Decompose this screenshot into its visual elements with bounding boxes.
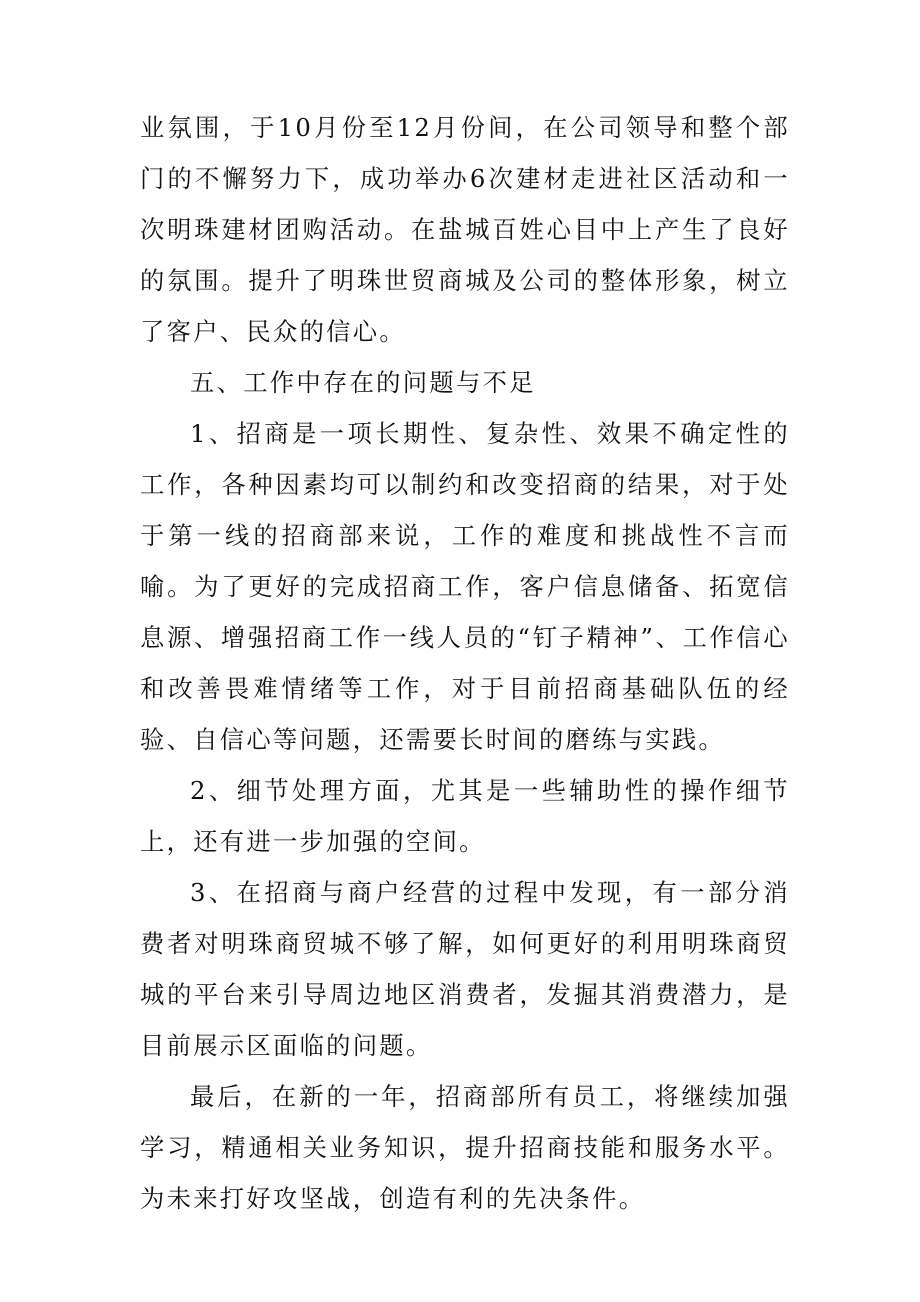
section-heading-problems: 五、工作中存在的问题与不足 — [190, 368, 536, 397]
paragraph-continuation: 业氛围，于10月份至12月份间，在公司领导和整个部门的不懈努力下，成功举办6次建材走进社区活动和一次明珠建材团购活动。在盐城百姓心目中上产生了良好的氛围。提升了明珠世贸商城及公司的整体形象，树立了客户、民众的信心。 — [140, 113, 790, 346]
paragraph-conclusion: 最后，在新的一年，招商部所有员工，将继续加强学习，精通相关业务知识，提升招商技能和服务水平。为未来打好攻坚战，创造有利的先决条件。 — [140, 1082, 790, 1213]
document-body — [140, 102, 790, 1224]
paragraph-item-2: 2、细节处理方面，尤其是一些辅助性的操作细节上，还有进一步加强的空间。 — [140, 776, 790, 856]
paragraph-item-1: 1、招商是一项长期性、复杂性、效果不确定性的工作，各种因素均可以制约和改变招商的结果，对于处于第一线的招商部来说，工作的难度和挑战性不言而喻。为了更好的完成招商工作，客户信息储备、拓宽信息源、增强招商工作一线人员的“钉子精神”、工作信心和改善畏难情绪等工作，对于目前招商基础队伍的经验、自信心等问题，还需要长时间的磨练与实践。 — [140, 419, 790, 754]
paragraph-item-3: 3、在招商与商户经营的过程中发现，有一部分消费者对明珠商贸城不够了解，如何更好的利用明珠商贸城的平台来引导周边地区消费者，发掘其消费潜力，是目前展示区面临的问题。 — [140, 878, 790, 1060]
